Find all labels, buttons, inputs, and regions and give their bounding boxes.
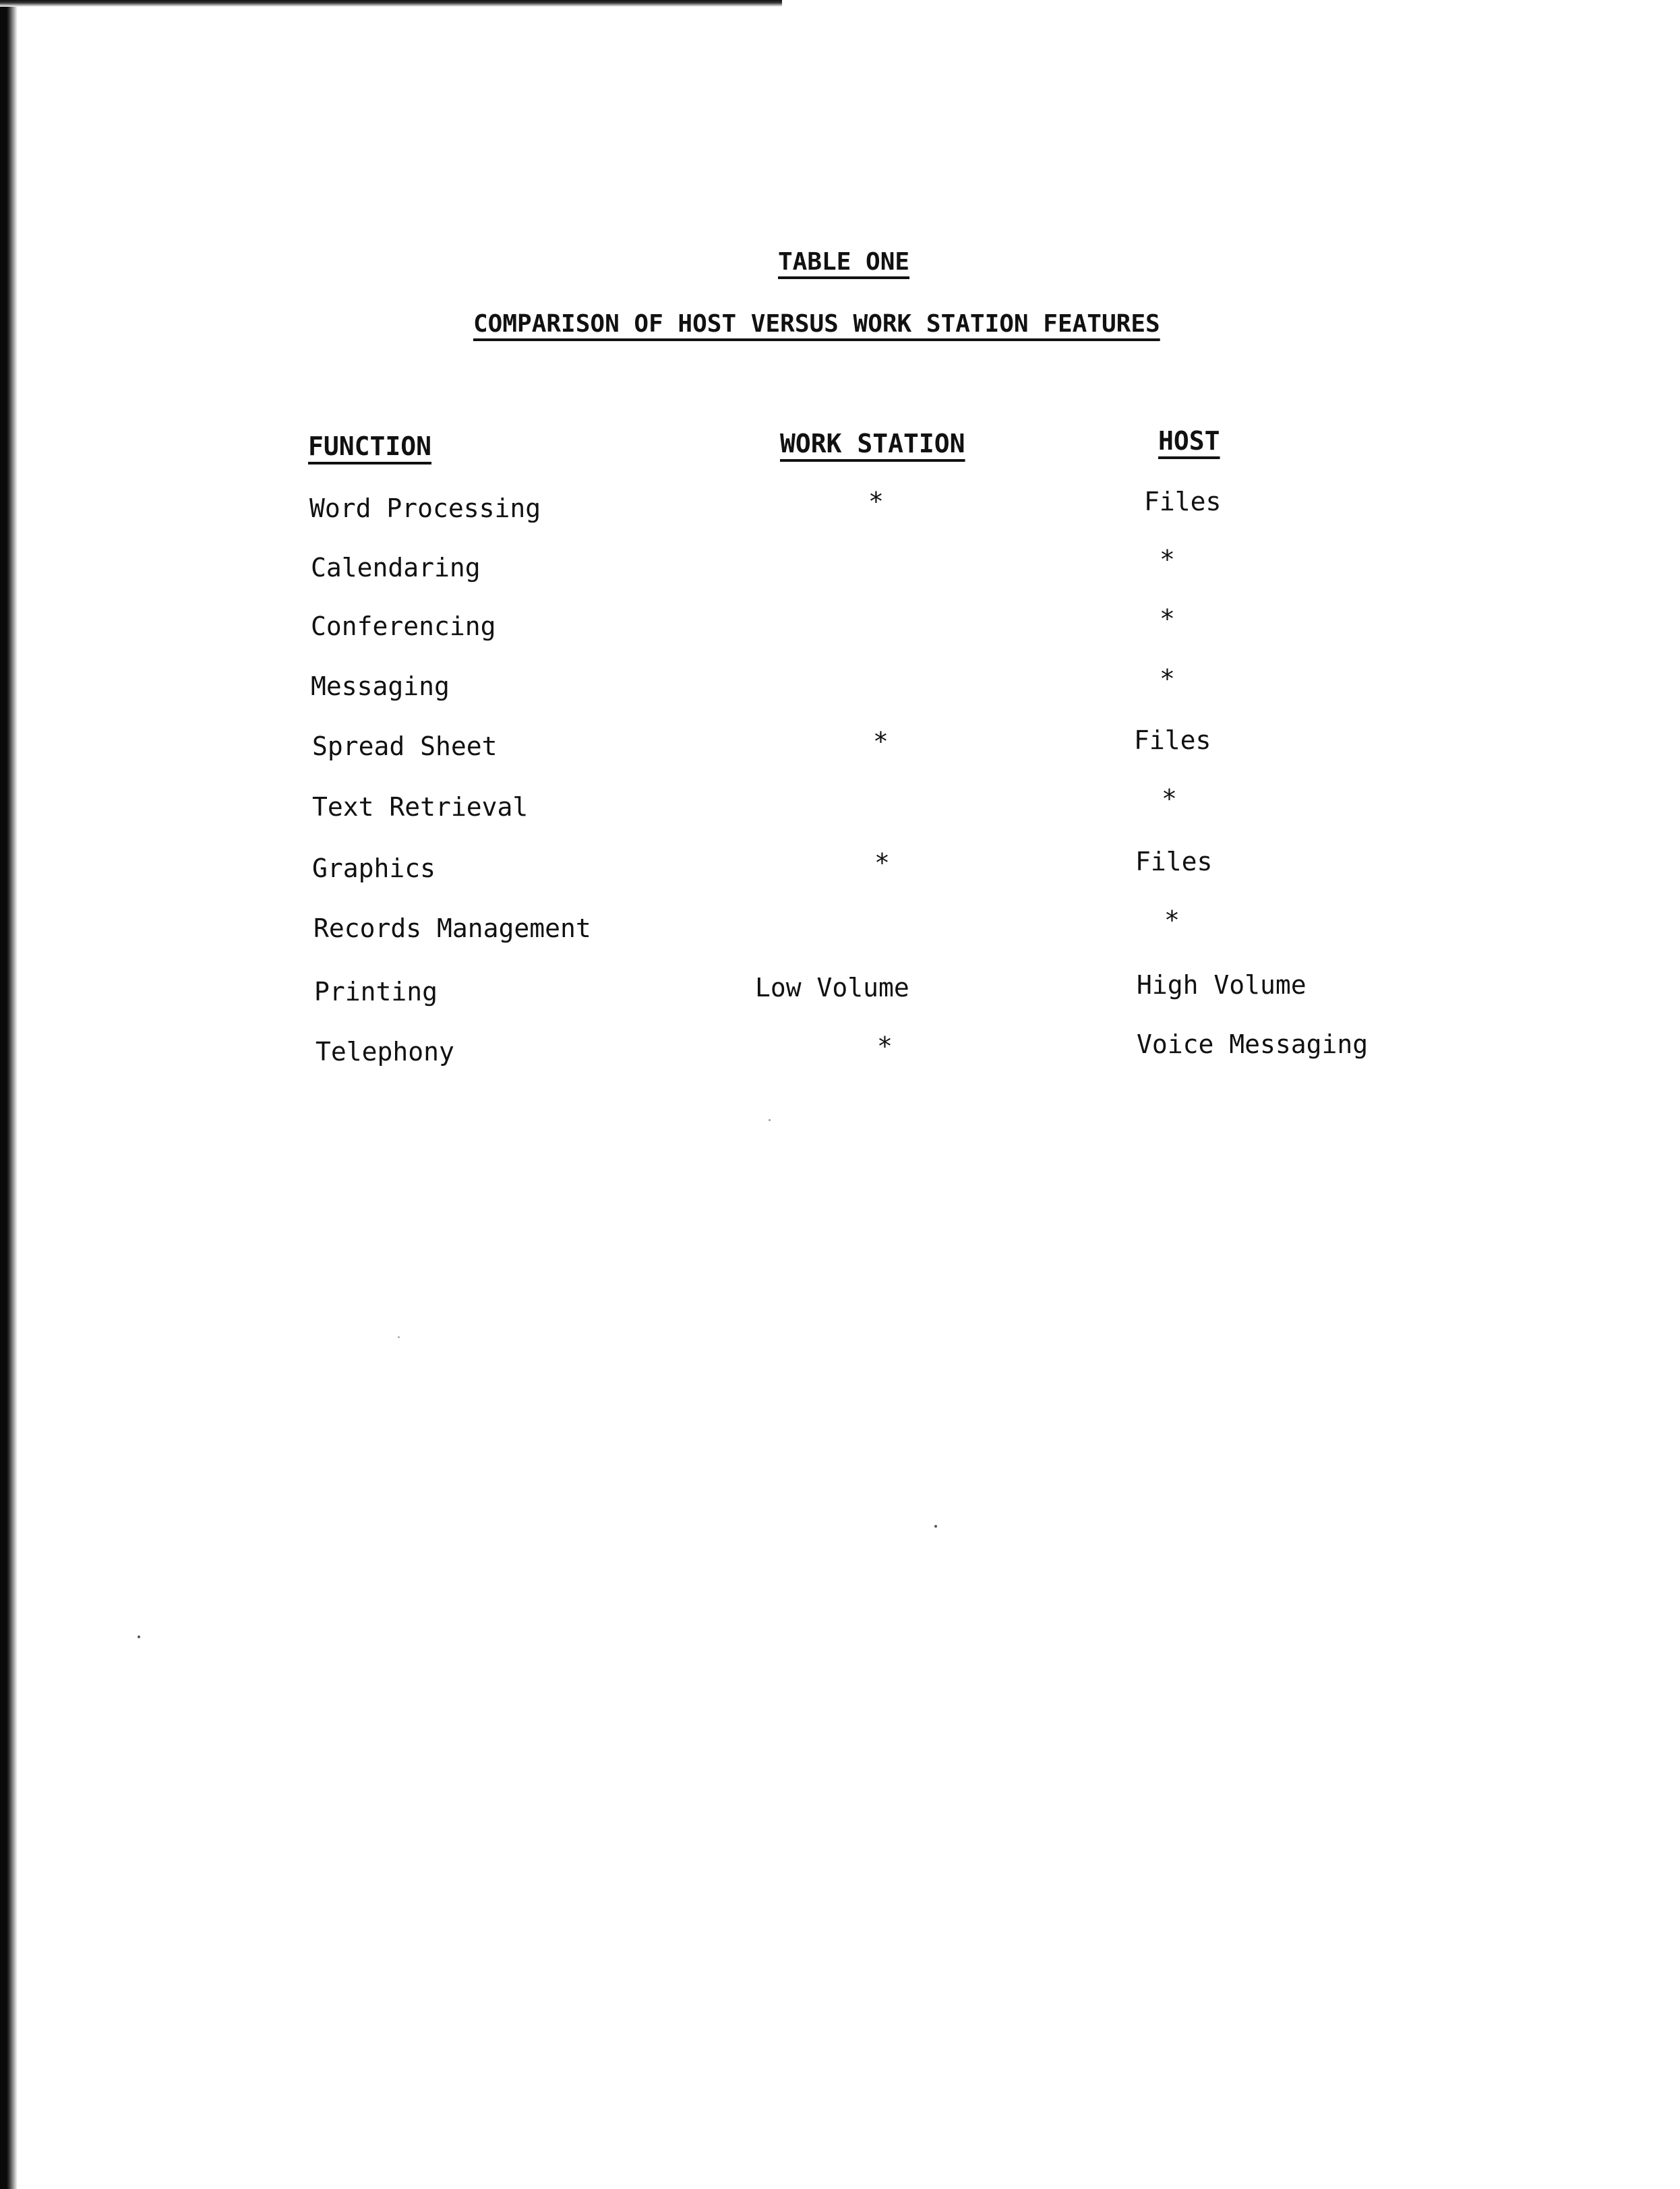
cell-work-station: * <box>868 487 884 516</box>
column-header-host: HOST <box>1158 426 1220 456</box>
cell-function: Calendaring <box>311 553 481 582</box>
column-header-work-station: WORK STATION <box>780 429 965 458</box>
cell-function: Printing <box>314 977 438 1007</box>
cell-function: Spread Sheet <box>312 731 498 761</box>
cell-function: Records Management <box>313 913 591 943</box>
scan-speck <box>934 1525 937 1528</box>
cell-function: Word Processing <box>309 493 541 523</box>
table-title: TABLE ONE <box>778 248 910 276</box>
cell-host: * <box>1160 664 1175 694</box>
cell-host: Files <box>1144 487 1222 516</box>
cell-host: * <box>1160 545 1175 574</box>
cell-host: Files <box>1135 847 1213 876</box>
cell-host: * <box>1162 784 1177 814</box>
cell-host: * <box>1160 604 1175 634</box>
cell-function: Telephony <box>316 1037 454 1067</box>
scan-speck <box>769 1119 771 1121</box>
cell-host: Voice Messaging <box>1137 1029 1369 1059</box>
cell-host: High Volume <box>1137 970 1307 1000</box>
scan-speck <box>138 1636 140 1638</box>
scan-top-edge <box>0 0 782 7</box>
cell-host: Files <box>1134 725 1211 755</box>
cell-function: Text Retrieval <box>312 792 529 822</box>
cell-host: * <box>1164 905 1180 935</box>
cell-function: Conferencing <box>311 611 496 641</box>
table-subtitle: COMPARISON OF HOST VERSUS WORK STATION FEATURES <box>473 310 1160 338</box>
cell-work-station: Low Volume <box>755 973 909 1002</box>
scan-left-edge <box>0 0 18 2189</box>
cell-work-station: * <box>877 1031 893 1061</box>
column-header-function: FUNCTION <box>308 431 432 461</box>
scan-speck <box>398 1336 400 1338</box>
cell-work-station: * <box>874 848 890 878</box>
cell-function: Messaging <box>311 671 450 701</box>
cell-function: Graphics <box>312 853 436 883</box>
cell-work-station: * <box>873 727 889 756</box>
